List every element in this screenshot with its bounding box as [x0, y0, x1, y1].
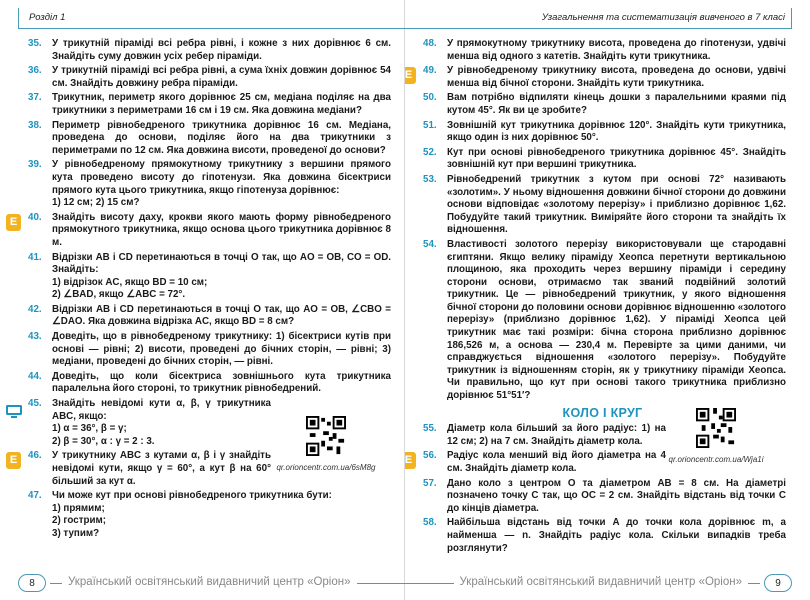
task-number: 37. [28, 92, 42, 104]
task-text: Доведіть, що в рівнобедреному трикутнику: 1) бісектриси кутів при основі — рівні; 2) висоти, проведені до бічних сторін, — рівні; 3) медіани, проведені до бічних сторін, — рівні. [52, 331, 391, 368]
task-subitem: 1) відрізок AC, якщо BD = 10 см; [52, 276, 208, 288]
task-number: 39. [28, 159, 42, 171]
task-number: 57. [423, 477, 437, 489]
task-subitem: 2) β = 30°, α : γ = 2 : 3. [52, 435, 155, 447]
publisher-left: Український освітянський видавничий центр «Оріон» [62, 576, 357, 588]
qr-code-icon[interactable] [696, 408, 736, 448]
task-51 [419, 120, 786, 145]
task-57 [419, 478, 786, 516]
task-text: Відрізки AB і CD перетинаються в точці O так, що AO = OB, CO = OD. Знайдіть: [52, 251, 391, 276]
task-number: 38. [28, 119, 42, 131]
task-58 [419, 517, 786, 555]
task-subitem: 2) ∠BAD, якщо ∠ABC = 72°. [52, 289, 186, 301]
right-header-text: Узагальнення та систематизація вивченого в 7 класі [541, 12, 785, 23]
right-content [405, 38, 786, 557]
task-subitem: 1) α = 36°, β = γ; [52, 423, 127, 435]
e-badge-icon: Е [405, 67, 416, 84]
task-text: Властивості золотого перерізу використовували ще стародавні єгиптяни. Якщо велику піраміду Хеопса перетнути вертикальною площиною, яка проходить через вершину піраміди і середину сторони основи, отримаємо так званий подвійний золотий трикутник. Це — рівнобедрений трикутник, у якого відношення бічної сторони до половини основи дорівнює відношенню «золотого перерізу» (приблизно дорівнює 1,62). У піраміді Хеопса цей трикутник має такі розміри: бічна сторона приблизно дорівнює 186,526 м, а основа — 230,4 м. Перевірте за цими даними, чи справджується відношення «золотого перерізу». Побудуйте трикутник із відношенням сторін, як у трикутнику піраміди Хеопса. Чи правильно, що кут при основі такого трикутника приблизно дорівнює 51°51′? [447, 238, 786, 402]
task-text: У трикутній піраміді всі ребра рівні, а сума їхніх довжин дорівнює 54 см. Знайдіть довжину ребра піраміди. [52, 65, 391, 89]
task-49 [405, 65, 786, 90]
task-text: Найбільша відстань від точки A до точки кола дорівнює m, а найменша — n. Знайдіть радіус кола. Скільки випадків треба розглянути? [447, 517, 786, 554]
task-subitem: 2) гострим; [52, 515, 107, 527]
e-badge-icon: Е [405, 452, 416, 469]
left-header-text: Розділ 1 [29, 12, 66, 23]
task-number: 50. [423, 92, 437, 104]
page-number-right: 9 [764, 574, 792, 592]
task-text: Доведіть, що коли бісектриса зовнішнього кута трикутника паралельна його стороні, то трикутник рівнобедрений. [52, 370, 391, 395]
monitor-icon [5, 404, 23, 419]
task-number: 35. [28, 38, 42, 49]
task-53 [419, 174, 786, 237]
task-text: У рівнобедреному трикутнику висота, проведена до основи, удвічі менша від бічної сторони. Знайдіть кути трикутника. [447, 65, 786, 89]
task-number: 53. [423, 173, 437, 185]
task-number: 47. [28, 490, 42, 502]
task-50 [419, 92, 786, 117]
task-36 [24, 65, 391, 90]
task-text: Діаметр кола більший за його радіус: 1) на 12 см; 2) на 7 см. Знайдіть діаметр кола. [447, 423, 666, 447]
task-number: 46. [28, 450, 42, 462]
page-number-left: 8 [18, 574, 46, 592]
task-subitem: 1) прямим; [52, 502, 105, 514]
task-37 [24, 92, 391, 117]
task-text: Периметр рівнобедреного трикутника дорівнює 16 см. Медіана, проведена до основи, поділяє його на два трикутники з периметрами по 12 см. Яка довжина висоти, проведеної до основи? [52, 119, 391, 156]
task-35 [24, 38, 391, 63]
task-41 [24, 252, 391, 302]
task-48 [419, 38, 786, 63]
task-text: Відрізки AB і CD перетинаються в точці O так, що AO = OB, ∠CBO = ∠DAO. Яка довжина відрізка AC, якщо BD = 8 см? [52, 303, 391, 328]
task-number: 56. [423, 450, 437, 462]
task-subitem: 1) 12 см; 2) 15 см? [52, 197, 140, 209]
task-text: Зовнішній кут трикутника дорівнює 120°. Знайдіть кути трикутника, якщо один із них дорівнює 50°. [447, 119, 786, 144]
task-46 [9, 450, 271, 488]
right-page [405, 0, 810, 600]
task-text: Вам потрібно відпиляти кінець дошки з паралельними краями під кутом 45°. Як ви це зробите? [447, 92, 786, 116]
task-47 [24, 490, 391, 540]
publisher-right: Український освітянський видавничий центр «Оріон» [454, 576, 749, 588]
task-number: 36. [28, 65, 42, 77]
qr-code-block-left[interactable] [270, 416, 382, 472]
task-text: У рівнобедреному прямокутному трикутнику з вершини прямого кута проведено висоту до гіпотенузи. Яка довжина бісектриси прямого кута цього трикутника, якщо гіпотенуза дорівнює: [52, 159, 391, 196]
task-number: 44. [28, 370, 42, 382]
task-number: 55. [423, 423, 437, 435]
task-54 [419, 239, 786, 403]
task-text: Чи може кут при основі рівнобедреного трикутника бути: [52, 490, 332, 502]
task-number: 45. [28, 398, 42, 410]
section-title: КОЛО І КРУГ [562, 405, 643, 420]
left-footer [18, 574, 405, 592]
task-text: Радіус кола менший від його діаметра на 4 см. Знайдіть діаметр кола. [447, 450, 666, 474]
task-number: 43. [28, 331, 42, 343]
qr-code-block-right[interactable] [660, 408, 772, 464]
task-text: У трикутнику ABC з кутами α, β і γ знайдіть невідомі кути, якщо γ = 60°, а кут β на 60° більший за кут α. [52, 450, 271, 487]
task-text: Кут при основі рівнобедреного трикутника дорівнює 45°. Знайдіть зовнішній кут при вершині трикутника. [447, 146, 786, 171]
e-badge-icon: Е [6, 214, 21, 231]
task-text: Дано коло з центром O та діаметром AB = 8 см. На діаметрі позначено точку C так, що OC = 2 см. Знайдіть відстань від точки C до кінців діаметра. [447, 477, 786, 514]
task-39 [24, 159, 391, 209]
task-40 [9, 211, 391, 250]
task-43 [24, 331, 391, 369]
task-text: Рівнобедрений трикутник з кутом при основі 72° називають «золотим». У ньому відношення довжини бічної сторони до довжини основи відповідає «золотому перерізу» і приблизно дорівнює 1,62. Побудуйте такий трикутник. Виміряйте його сторони та знайдіть їх відношення. [447, 173, 786, 236]
task-text: Знайдіть висоту даху, крокви якого мають форму рівнобедреного прямокутного трикутника, якщо основа цього трикутника дорівнює 8 м. [52, 211, 391, 248]
task-subitem: 3) тупим? [52, 527, 100, 539]
task-45 [24, 398, 271, 448]
task-56 [405, 450, 666, 475]
task-42 [24, 304, 391, 329]
task-text: Трикутник, периметр якого дорівнює 25 см, медіана поділяє на два трикутники з периметрами 16 см і 19 см. Яка довжина медіани? [52, 92, 391, 116]
task-text: У прямокутному трикутнику висота, проведена до гіпотенузи, удвічі менша від одного з катетів. Знайдіть кути трикутника. [447, 38, 786, 62]
task-number: 54. [423, 238, 437, 250]
task-text: Знайдіть невідомі кути α, β, γ трикутника ABC, якщо: [52, 398, 271, 422]
task-number: 49. [423, 65, 437, 77]
task-52 [419, 147, 786, 172]
right-header [405, 8, 792, 29]
task-number: 52. [423, 146, 437, 158]
task-number: 48. [423, 38, 437, 49]
task-number: 41. [28, 251, 42, 263]
task-55 [419, 423, 666, 448]
task-number: 58. [423, 517, 437, 529]
qr-code-icon[interactable] [306, 416, 346, 456]
task-number: 42. [28, 303, 42, 315]
e-badge-icon: Е [6, 452, 21, 469]
task-number: 51. [423, 119, 437, 131]
right-footer [405, 574, 792, 592]
task-38 [24, 120, 391, 158]
task-number: 40. [28, 211, 42, 223]
task-44 [24, 371, 391, 396]
qr-link-left[interactable]: qr.orioncentr.com.ua/6sM8g [276, 463, 376, 472]
task-text: У трикутній піраміді всі ребра рівні, і кожне з них дорівнює 6 см. Знайдіть суму довжин усіх ребер піраміди. [52, 38, 391, 62]
left-header [18, 8, 405, 29]
qr-link-right[interactable]: qr.orioncentr.com.ua/Wja1i [668, 455, 764, 464]
